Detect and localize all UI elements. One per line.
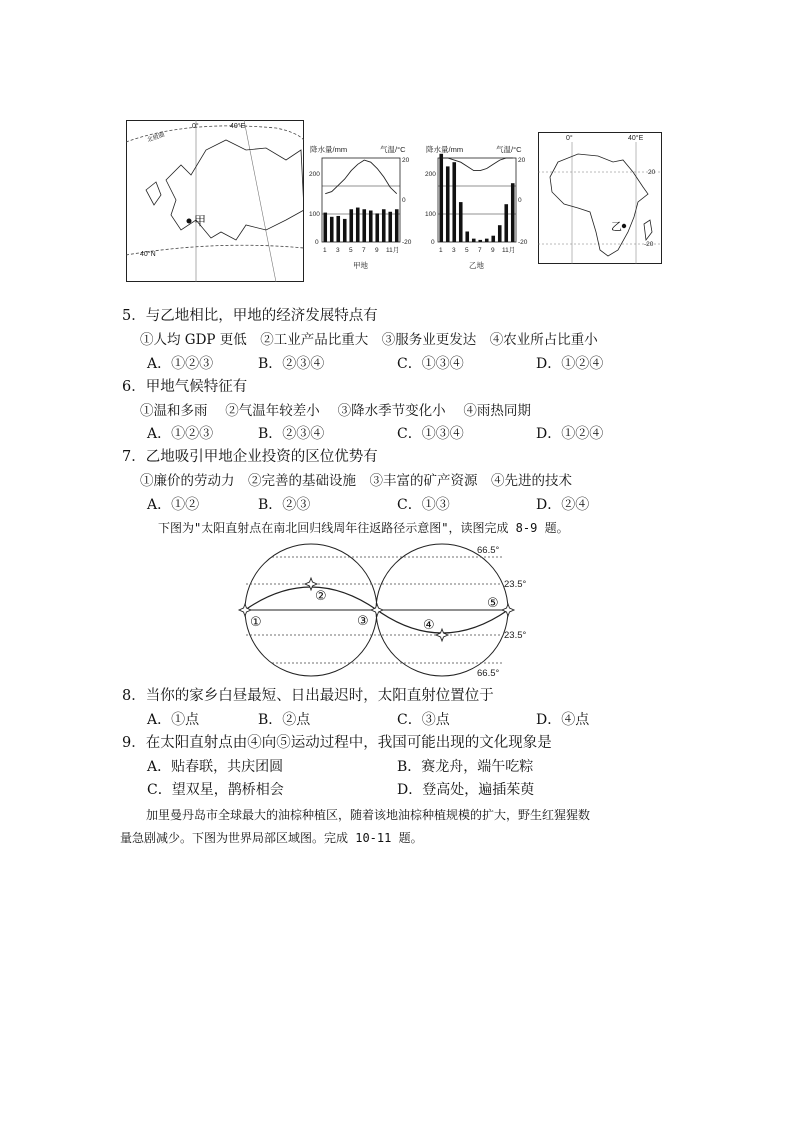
question-5-option-a[interactable]: A．①②③ <box>147 356 214 372</box>
chart-yi-bar-2 <box>446 166 450 242</box>
question-6-option-a[interactable]: A．①②③ <box>147 426 214 442</box>
chart-yi-bar-10 <box>498 225 502 242</box>
question-8-option-a[interactable]: A．①点 <box>147 712 200 728</box>
question-5-option-d[interactable]: D．①②④ <box>536 356 604 372</box>
africa-lat-neg20-label: -20 <box>644 241 654 248</box>
question-9-stem: 9．在太阳直射点由④向⑤运动过程中，我国可能出现的文化现象是 <box>122 735 552 751</box>
chart-yi-xtick: 3 <box>452 247 456 254</box>
question-5-items: ①人均 GDP 更低 ②工业产品比重大 ③服务业更发达 ④农业所占比重小 <box>140 332 598 348</box>
question-9-option-b[interactable]: B．赛龙舟，端午吃粽 <box>397 759 534 775</box>
chart-yi-bar-12 <box>511 183 515 242</box>
sun-point-4: ④ <box>423 617 435 632</box>
question-8-option-b[interactable]: B．②点 <box>258 712 311 728</box>
chart-jia-xtick: 5 <box>349 247 353 254</box>
yi-point <box>622 224 626 228</box>
europe-lon-40-label: 40°E <box>230 123 246 130</box>
chart-jia-ylabel-left: 降水量/mm <box>310 145 348 154</box>
sun-path-diagram <box>236 536 526 682</box>
chart-yi-bar-5 <box>465 232 469 243</box>
sun-point-1: ① <box>250 614 262 629</box>
chart-jia-bar-6 <box>356 208 360 242</box>
chart-jia-bar-5 <box>349 209 353 242</box>
question-5-option-c[interactable]: C．①③④ <box>397 356 464 372</box>
sun-point-2: ② <box>315 588 327 603</box>
chart-yi-y2tick-0: 0 <box>518 197 522 204</box>
chart-yi-xtick: 5 <box>465 247 469 254</box>
chart-jia-bar-10 <box>382 209 386 242</box>
europe-point-label: 甲 <box>194 214 207 228</box>
question-6-option-b[interactable]: B．②③④ <box>258 426 325 442</box>
question-5-option-b[interactable]: B．②③④ <box>258 356 325 372</box>
question-7-stem: 7．乙地吸引甲地企业投资的区位优势有 <box>122 449 378 465</box>
chart-yi-xtick: 11月 <box>502 247 516 254</box>
chart-yi-bar-1 <box>439 154 443 242</box>
chart-jia-xticks <box>323 246 399 254</box>
africa-point-label: 乙 <box>611 221 622 233</box>
chart-jia-ytick-200: 200 <box>309 171 320 178</box>
question-7-option-a[interactable]: A．①② <box>147 497 200 513</box>
question-9-option-a[interactable]: A．贴春联，共庆团圆 <box>147 759 284 775</box>
chart-yi-bar-8 <box>485 239 489 242</box>
sun-icon <box>371 604 383 616</box>
lat-label-23-north: 23.5° <box>504 579 526 590</box>
chart-jia-y2tick-0: 0 <box>402 197 406 204</box>
question-6-option-c[interactable]: C．①③④ <box>397 426 464 442</box>
lat-label-66-south: 66.5° <box>477 668 500 679</box>
chart-jia-xtick: 7 <box>362 247 366 254</box>
europe-map <box>126 120 304 282</box>
chart-jia-ytick-0: 0 <box>315 239 319 246</box>
chart-yi-ylabel-left: 降水量/mm <box>426 145 464 154</box>
africa-lat-20-label: 20 <box>648 169 656 176</box>
chart-jia-bar-11 <box>388 212 392 242</box>
chart-yi-ylabel-right: 气温/°C <box>496 145 522 154</box>
question-6-stem: 6．甲地气候特征有 <box>122 379 248 395</box>
intro-10-11-line1: 加里曼丹岛市全球最大的油棕种植区，随着该地油棕种植规模的扩大，野生红猩猩数 <box>146 808 591 822</box>
question-6-option-d[interactable]: D．①②④ <box>536 426 604 442</box>
chart-jia-xtick: 1 <box>323 247 327 254</box>
question-7-option-b[interactable]: B．②③ <box>258 497 311 513</box>
chart-yi-caption: 乙地 <box>469 261 484 270</box>
chart-jia-bar-9 <box>375 213 379 242</box>
question-7-items: ①廉价的劳动力 ②完善的基础设施 ③丰富的矿产资源 ④先进的技术 <box>140 473 572 489</box>
chart-jia-ylabel-right: 气温/°C <box>380 145 406 154</box>
chart-jia-bar-2 <box>330 217 334 242</box>
question-7-option-d[interactable]: D．②④ <box>536 497 590 513</box>
chart-jia-xtick: 3 <box>336 247 340 254</box>
chart-jia-xtick: 9 <box>375 247 379 254</box>
climate-chart-jia <box>308 140 418 275</box>
chart-yi-xtick: 9 <box>491 247 495 254</box>
chart-jia-bars <box>323 208 398 242</box>
chart-yi-y2tick-neg20: -20 <box>518 239 528 246</box>
europe-lat-40-label: 40°N <box>140 251 156 258</box>
question-8-option-d[interactable]: D．④点 <box>536 712 590 728</box>
africa-lon-0-label: 0° <box>566 135 573 142</box>
chart-yi-bar-4 <box>459 202 463 242</box>
africa-lon-40-label: 40°E <box>628 135 644 142</box>
intro-10-11-line2: 量急剧减少。下图为世界局部区域图。完成 10-11 题。 <box>120 831 423 845</box>
question-8-stem: 8．当你的家乡白昼最短、日出最迟时，太阳直射位置位于 <box>122 688 494 704</box>
chart-yi-temp-line <box>441 158 513 171</box>
africa-map <box>538 132 662 264</box>
sun-icon <box>436 629 448 641</box>
lat-label-23-south: 23.5° <box>504 630 526 641</box>
lat-label-66-north: 66.5° <box>477 545 500 556</box>
europe-arctic-label: 北极圈 <box>146 132 166 144</box>
chart-yi-bar-9 <box>491 236 495 242</box>
chart-yi-y2tick-20: 20 <box>518 157 526 164</box>
chart-yi-bar-3 <box>452 162 456 242</box>
chart-jia-bar-3 <box>336 216 340 242</box>
question-7-option-c[interactable]: C．①③ <box>397 497 450 513</box>
chart-yi-xtick: 7 <box>478 247 482 254</box>
chart-yi-xtick: 1 <box>439 247 443 254</box>
chart-jia-y2tick-neg20: -20 <box>402 239 412 246</box>
chart-jia-bar-8 <box>369 211 373 243</box>
intro-8-9: 下图为"太阳直射点在南北回归线周年往返路径示意图"，读图完成 8-9 题。 <box>158 521 569 535</box>
chart-yi-bar-6 <box>472 239 476 242</box>
chart-yi-bar-7 <box>478 240 482 242</box>
chart-yi-xticks <box>439 246 515 254</box>
chart-yi-bar-11 <box>504 204 508 242</box>
jia-point <box>187 219 192 224</box>
europe-lon-0-label: 0° <box>192 123 199 130</box>
chart-jia-bar-1 <box>323 213 327 242</box>
chart-yi-ytick-200: 200 <box>425 171 436 178</box>
chart-jia-ytick-100: 100 <box>309 211 320 218</box>
sun-point-5: ⑤ <box>487 595 499 610</box>
chart-yi-ytick-100: 100 <box>425 211 436 218</box>
chart-yi-bars <box>439 154 514 242</box>
chart-jia-bar-12 <box>395 209 399 242</box>
question-5-stem: 5．与乙地相比，甲地的经济发展特点有 <box>122 308 378 324</box>
question-9-option-c[interactable]: C．望双星，鹊桥相会 <box>147 782 284 798</box>
question-9-option-d[interactable]: D．登高处，遍插茱萸 <box>397 782 535 798</box>
question-6-items: ①温和多雨 ②气温年较差小 ③降水季节变化小 ④雨热同期 <box>140 403 531 419</box>
chart-yi-ytick-0: 0 <box>431 239 435 246</box>
chart-jia-bar-4 <box>343 219 347 242</box>
chart-jia-caption: 甲地 <box>353 261 368 270</box>
chart-jia-temp-line <box>325 160 397 194</box>
question-8-option-c[interactable]: C．③点 <box>397 712 450 728</box>
climate-chart-yi <box>424 140 534 275</box>
chart-jia-xtick: 11月 <box>386 247 400 254</box>
sun-icon <box>502 604 514 616</box>
chart-jia-y2tick-20: 20 <box>402 157 410 164</box>
chart-jia-bar-7 <box>362 209 366 242</box>
figure-row-top <box>122 112 662 287</box>
sun-point-3: ③ <box>357 613 369 628</box>
